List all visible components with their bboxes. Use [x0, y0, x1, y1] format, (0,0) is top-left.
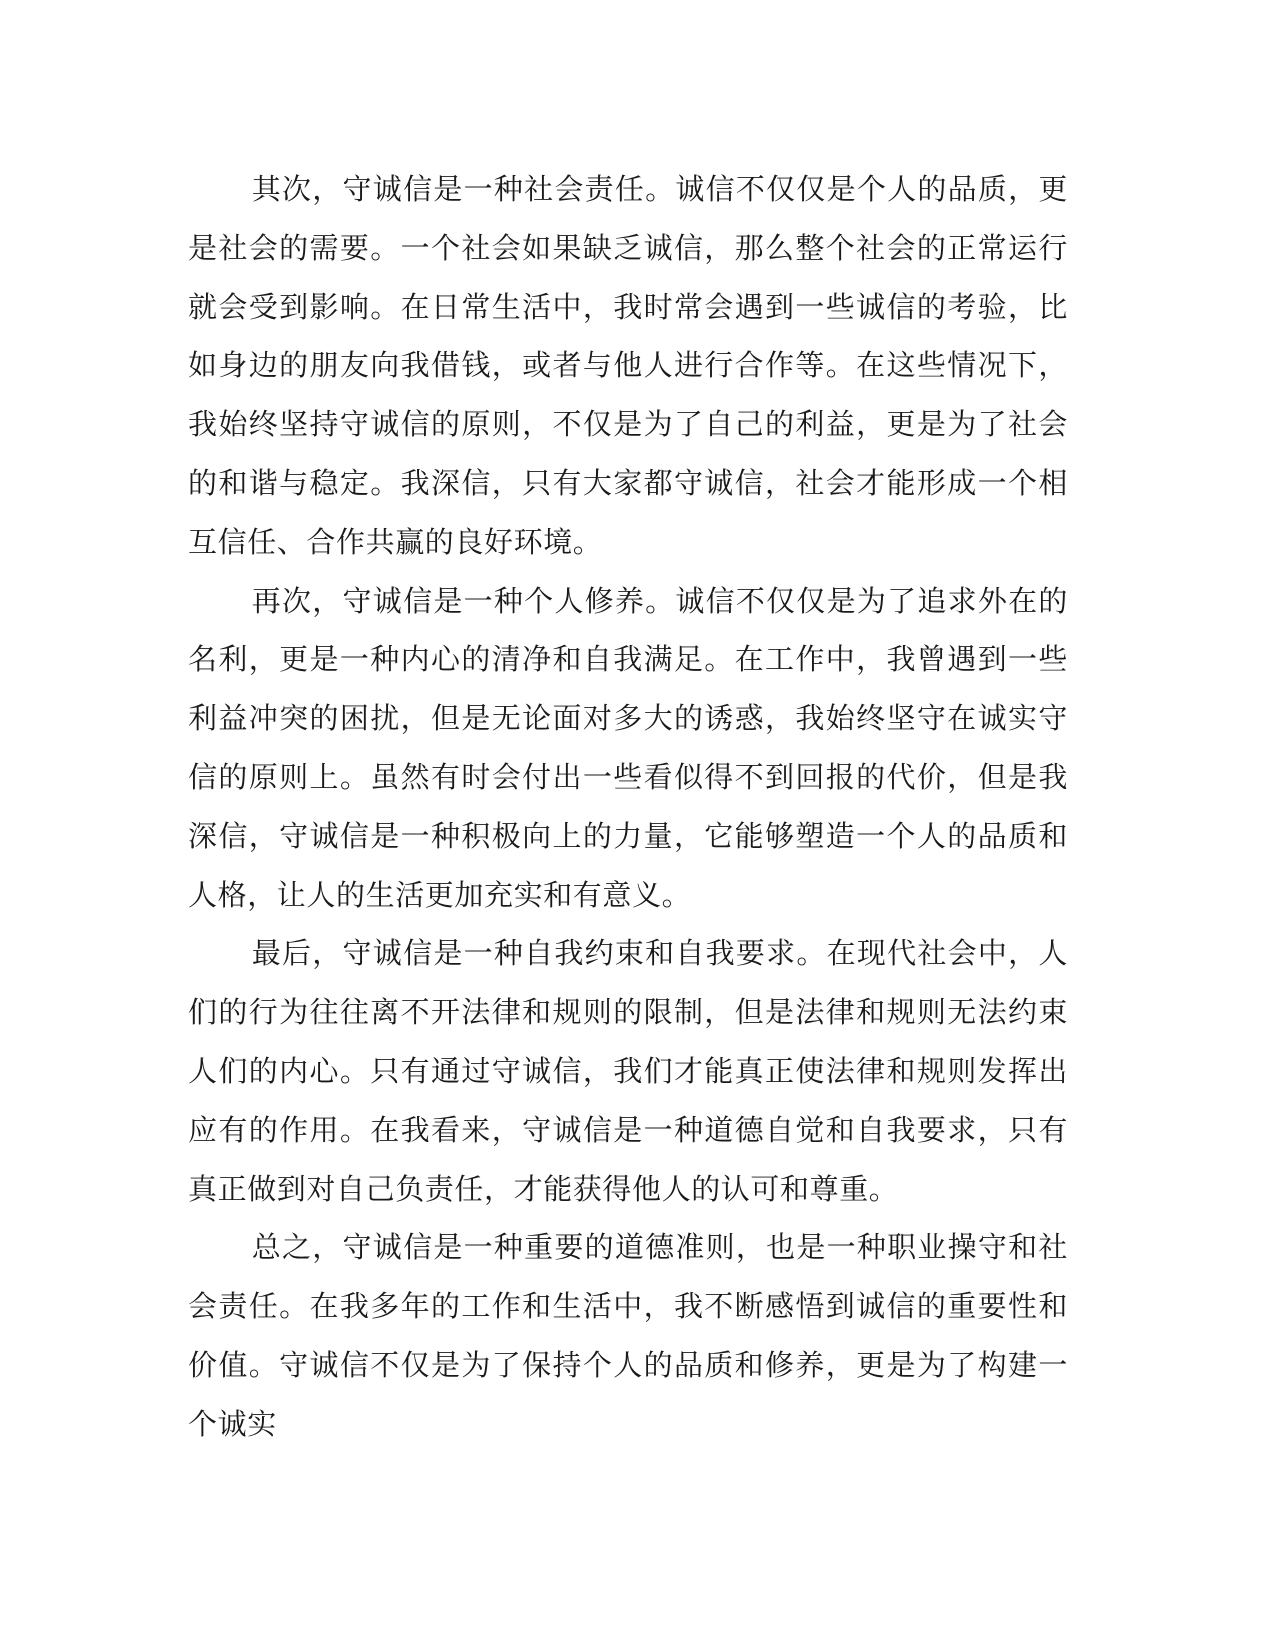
paragraph-conclusion: 总之，守诚信是一种重要的道德准则，也是一种职业操守和社会责任。在我多年的工作和生活中，我不断感悟到诚信的重要性和价值。守诚信不仅是为了保持个人的品质和修养，更是为了构建一个诚实	[188, 1230, 1068, 1441]
paragraph-self-discipline: 最后，守诚信是一种自我约束和自我要求。在现代社会中，人们的行为往往离不开法律和规则的限制，但是法律和规则无法约束人们的内心。只有通过守诚信，我们才能真正使法律和规则发挥出应有的作用。在我看来，守诚信是一种道德自觉和自我要求，只有真正做到对自己负责任，才能获得他人的认可和尊重。	[188, 936, 1068, 1206]
paragraph-personal-cultivation: 再次，守诚信是一种个人修养。诚信不仅仅是为了追求外在的名利，更是一种内心的清净和自我满足。在工作中，我曾遇到一些利益冲突的困扰，但是无论面对多大的诱惑，我始终坚守在诚实守信的原则上。虽然有时会付出一些看似得不到回报的代价，但是我深信，守诚信是一种积极向上的力量，它能够塑造一个人的品质和人格，让人的生活更加充实和有意义。	[188, 583, 1068, 912]
document-body	[188, 160, 1068, 1454]
paragraph-social-responsibility: 其次，守诚信是一种社会责任。诚信不仅仅是个人的品质，更是社会的需要。一个社会如果缺乏诚信，那么整个社会的正常运行就会受到影响。在日常生活中，我时常会遇到一些诚信的考验，比如身边的朋友向我借钱，或者与他人进行合作等。在这些情况下，我始终坚持守诚信的原则，不仅是为了自己的利益，更是为了社会的和谐与稳定。我深信，只有大家都守诚信，社会才能形成一个相互信任、合作共赢的良好环境。	[188, 172, 1068, 559]
